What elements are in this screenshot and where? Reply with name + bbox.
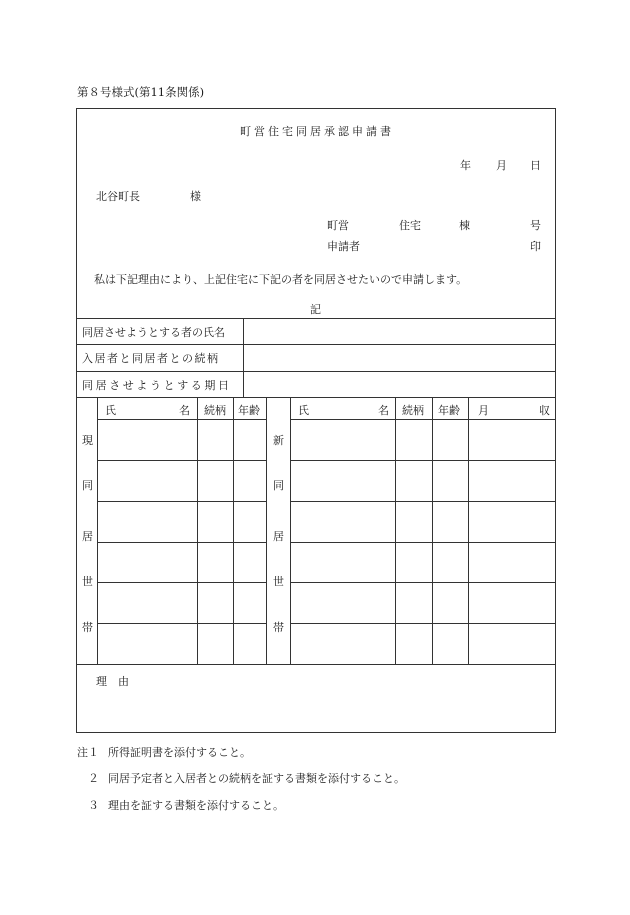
divider bbox=[77, 318, 555, 319]
divider bbox=[97, 501, 266, 502]
note-text: 同居予定者と入居者との続柄を証する書類を添付すること。 bbox=[108, 772, 405, 785]
divider bbox=[77, 664, 555, 665]
divider bbox=[97, 623, 266, 624]
addressee-name: 北谷町長 bbox=[96, 190, 140, 203]
housing-label: 住宅 bbox=[399, 219, 421, 232]
divider bbox=[290, 501, 555, 502]
row-label-cohabitant-name: 同居させようとする者の氏名 bbox=[82, 326, 225, 339]
new-header-name-1: 氏 bbox=[298, 404, 309, 417]
current-side-char: 世 bbox=[82, 575, 93, 588]
row-label-cohabit-date: 同居させようとする期日 bbox=[82, 379, 232, 392]
divider bbox=[395, 397, 396, 664]
day-label: 日 bbox=[530, 159, 541, 172]
divider bbox=[290, 419, 555, 420]
current-side-char: 帯 bbox=[82, 621, 93, 634]
new-side-char: 新 bbox=[273, 434, 284, 447]
new-header-age: 年齢 bbox=[438, 404, 460, 417]
application-form bbox=[76, 108, 556, 733]
year-label: 年 bbox=[460, 159, 471, 172]
new-side-char: 居 bbox=[273, 530, 284, 543]
current-side-char: 居 bbox=[82, 530, 93, 543]
new-side-char: 世 bbox=[273, 575, 284, 588]
reason-label: 理 由 bbox=[96, 675, 129, 688]
current-side-char: 同 bbox=[82, 479, 93, 492]
current-header-relation: 続柄 bbox=[204, 404, 226, 417]
applicant-label: 申請者 bbox=[327, 240, 360, 253]
divider bbox=[432, 397, 433, 664]
divider bbox=[77, 371, 555, 372]
note-text: 理由を証する書類を添付すること。 bbox=[108, 799, 284, 812]
building-label: 棟 bbox=[459, 219, 470, 232]
current-header-name-2: 名 bbox=[179, 404, 190, 417]
divider bbox=[266, 397, 267, 664]
month-label: 月 bbox=[496, 159, 507, 172]
new-side-char: 帯 bbox=[273, 621, 284, 634]
new-header-income-1: 月 bbox=[478, 404, 489, 417]
divider bbox=[97, 582, 266, 583]
note-number: 注１ bbox=[77, 746, 99, 759]
new-header-income-2: 収 bbox=[539, 404, 550, 417]
divider bbox=[77, 344, 555, 345]
divider bbox=[197, 397, 198, 664]
new-header-relation: 続柄 bbox=[402, 404, 424, 417]
note-number: ２ bbox=[88, 772, 99, 785]
divider bbox=[468, 397, 469, 664]
divider bbox=[290, 582, 555, 583]
divider bbox=[97, 460, 266, 461]
divider bbox=[97, 419, 266, 420]
current-header-age: 年齢 bbox=[238, 404, 260, 417]
note-number: ３ bbox=[88, 799, 99, 812]
divider bbox=[233, 397, 234, 664]
ki-label: 記 bbox=[310, 303, 321, 316]
divider bbox=[243, 318, 244, 397]
divider bbox=[290, 460, 555, 461]
addressee-honorific: 様 bbox=[190, 190, 201, 203]
divider bbox=[97, 542, 266, 543]
new-side-char: 同 bbox=[273, 479, 284, 492]
form-number: 第８号様式(第11条関係) bbox=[77, 85, 205, 99]
divider bbox=[290, 542, 555, 543]
housing-prefix: 町営 bbox=[327, 219, 349, 232]
current-side-char: 現 bbox=[82, 434, 93, 447]
current-header-name-1: 氏 bbox=[105, 404, 116, 417]
divider bbox=[290, 397, 291, 664]
seal-mark: 印 bbox=[530, 240, 541, 253]
application-statement: 私は下記理由により、上記住宅に下記の者を同居させたいので申請します。 bbox=[94, 273, 468, 286]
number-label: 号 bbox=[530, 219, 541, 232]
new-header-name-2: 名 bbox=[378, 404, 389, 417]
divider bbox=[290, 623, 555, 624]
note-text: 所得証明書を添付すること。 bbox=[108, 746, 251, 759]
divider bbox=[77, 397, 555, 398]
form-title: 町営住宅同居承認申請書 bbox=[240, 125, 394, 138]
divider bbox=[97, 397, 98, 664]
row-label-relationship: 入居者と同居者との続柄 bbox=[82, 352, 220, 365]
